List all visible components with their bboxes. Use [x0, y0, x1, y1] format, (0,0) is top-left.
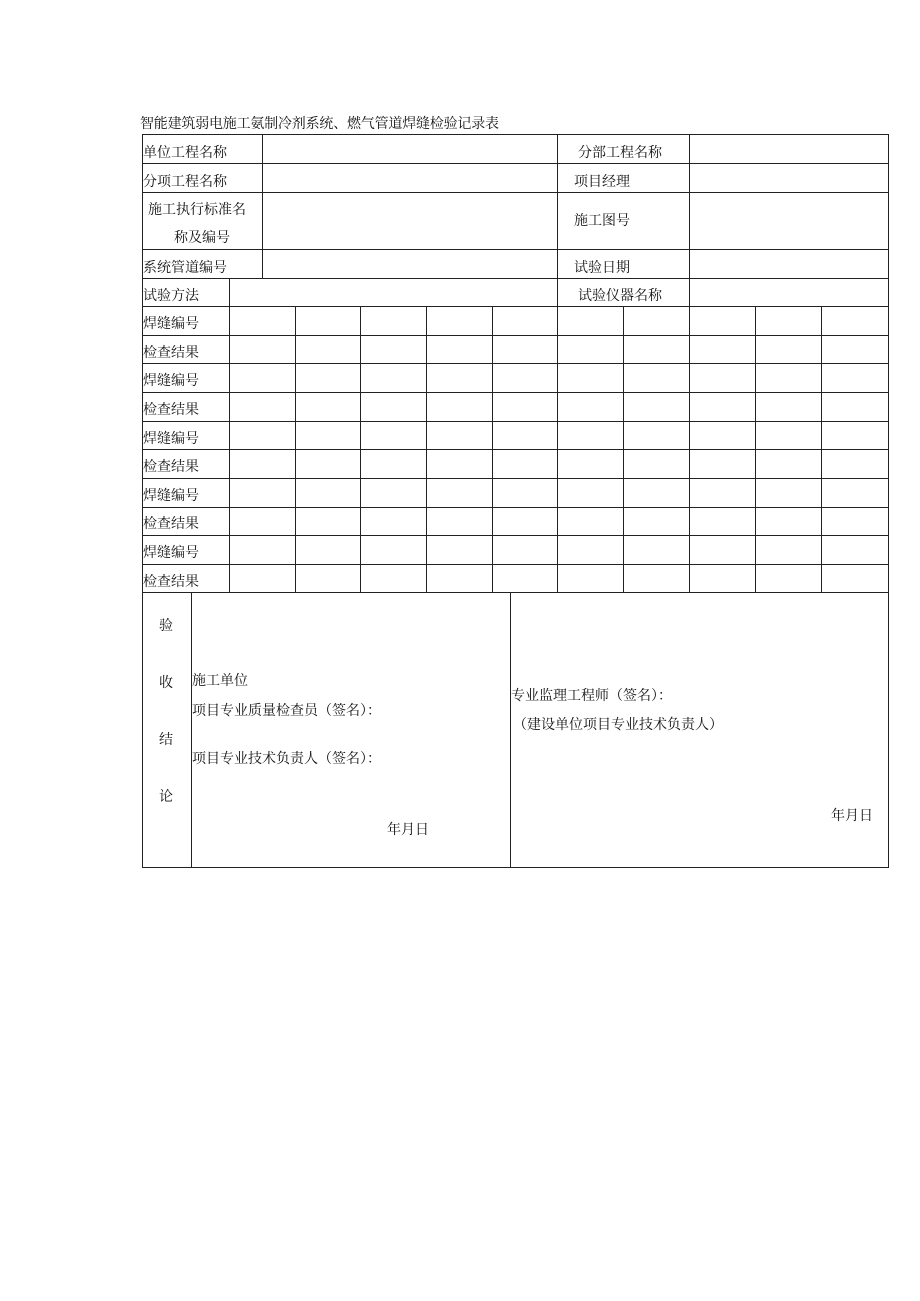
- field-project-manager[interactable]: [690, 164, 888, 192]
- weld-row-label: 检查结果: [143, 345, 199, 361]
- acceptance-side-char: 论: [159, 789, 173, 805]
- date-left-label: 年月日: [387, 822, 429, 838]
- supervisor-signature-label: 专业监理工程师（签名）：: [511, 688, 672, 704]
- document-title: 智能建筑弱电施工氨制冷剂系统、燃气管道焊缝检验记录表: [140, 116, 499, 132]
- label-drawing-no: 施工图号: [574, 213, 630, 229]
- label-project-manager: 项目经理: [574, 174, 630, 190]
- field-item-project-name[interactable]: [263, 164, 557, 192]
- weld-row-label: 焊缝编号: [143, 431, 199, 447]
- field-test-date[interactable]: [690, 250, 888, 278]
- construction-unit-label: 施工单位: [192, 673, 248, 689]
- label-standard-line1: 施工执行标准名: [148, 202, 246, 218]
- field-test-method[interactable]: [230, 279, 557, 306]
- label-unit-project-name: 单位工程名称: [143, 145, 227, 161]
- field-pipeline-no[interactable]: [263, 250, 557, 278]
- date-right-label: 年月日: [831, 808, 873, 824]
- field-standard[interactable]: [263, 193, 557, 249]
- weld-row-label: 焊缝编号: [143, 488, 199, 504]
- label-sub-project-name: 分部工程名称: [578, 145, 662, 161]
- weld-row-label: 焊缝编号: [143, 316, 199, 332]
- owner-lead-label: （建设单位项目专业技术负责人）: [513, 717, 723, 733]
- weld-row-label: 检查结果: [143, 574, 199, 590]
- label-instrument-name: 试验仪器名称: [578, 288, 662, 304]
- weld-entry-grid[interactable]: [230, 307, 888, 592]
- acceptance-side-char: 结: [159, 732, 173, 748]
- field-sub-project-name[interactable]: [690, 135, 888, 163]
- quality-inspector-signature-label: 项目专业质量检查员（签名）：: [192, 703, 381, 719]
- weld-row-label: 焊缝编号: [143, 545, 199, 561]
- acceptance-side-char: 验: [159, 618, 173, 634]
- weld-row-label: 检查结果: [143, 459, 199, 475]
- weld-row-label: 焊缝编号: [143, 373, 199, 389]
- label-standard-line2: 称及编号: [174, 230, 230, 246]
- field-unit-project-name[interactable]: [263, 135, 557, 163]
- acceptance-side-char: 收: [159, 675, 173, 691]
- field-drawing-no[interactable]: [690, 193, 888, 249]
- label-pipeline-no: 系统管道编号: [143, 260, 227, 276]
- weld-row-label: 检查结果: [143, 402, 199, 418]
- label-test-date: 试验日期: [574, 260, 630, 276]
- label-test-method: 试验方法: [143, 288, 199, 304]
- label-item-project-name: 分项工程名称: [143, 174, 227, 190]
- weld-row-label: 检查结果: [143, 516, 199, 532]
- field-instrument-name[interactable]: [690, 279, 888, 306]
- tech-lead-signature-label: 项目专业技术负责人（签名）：: [192, 751, 381, 767]
